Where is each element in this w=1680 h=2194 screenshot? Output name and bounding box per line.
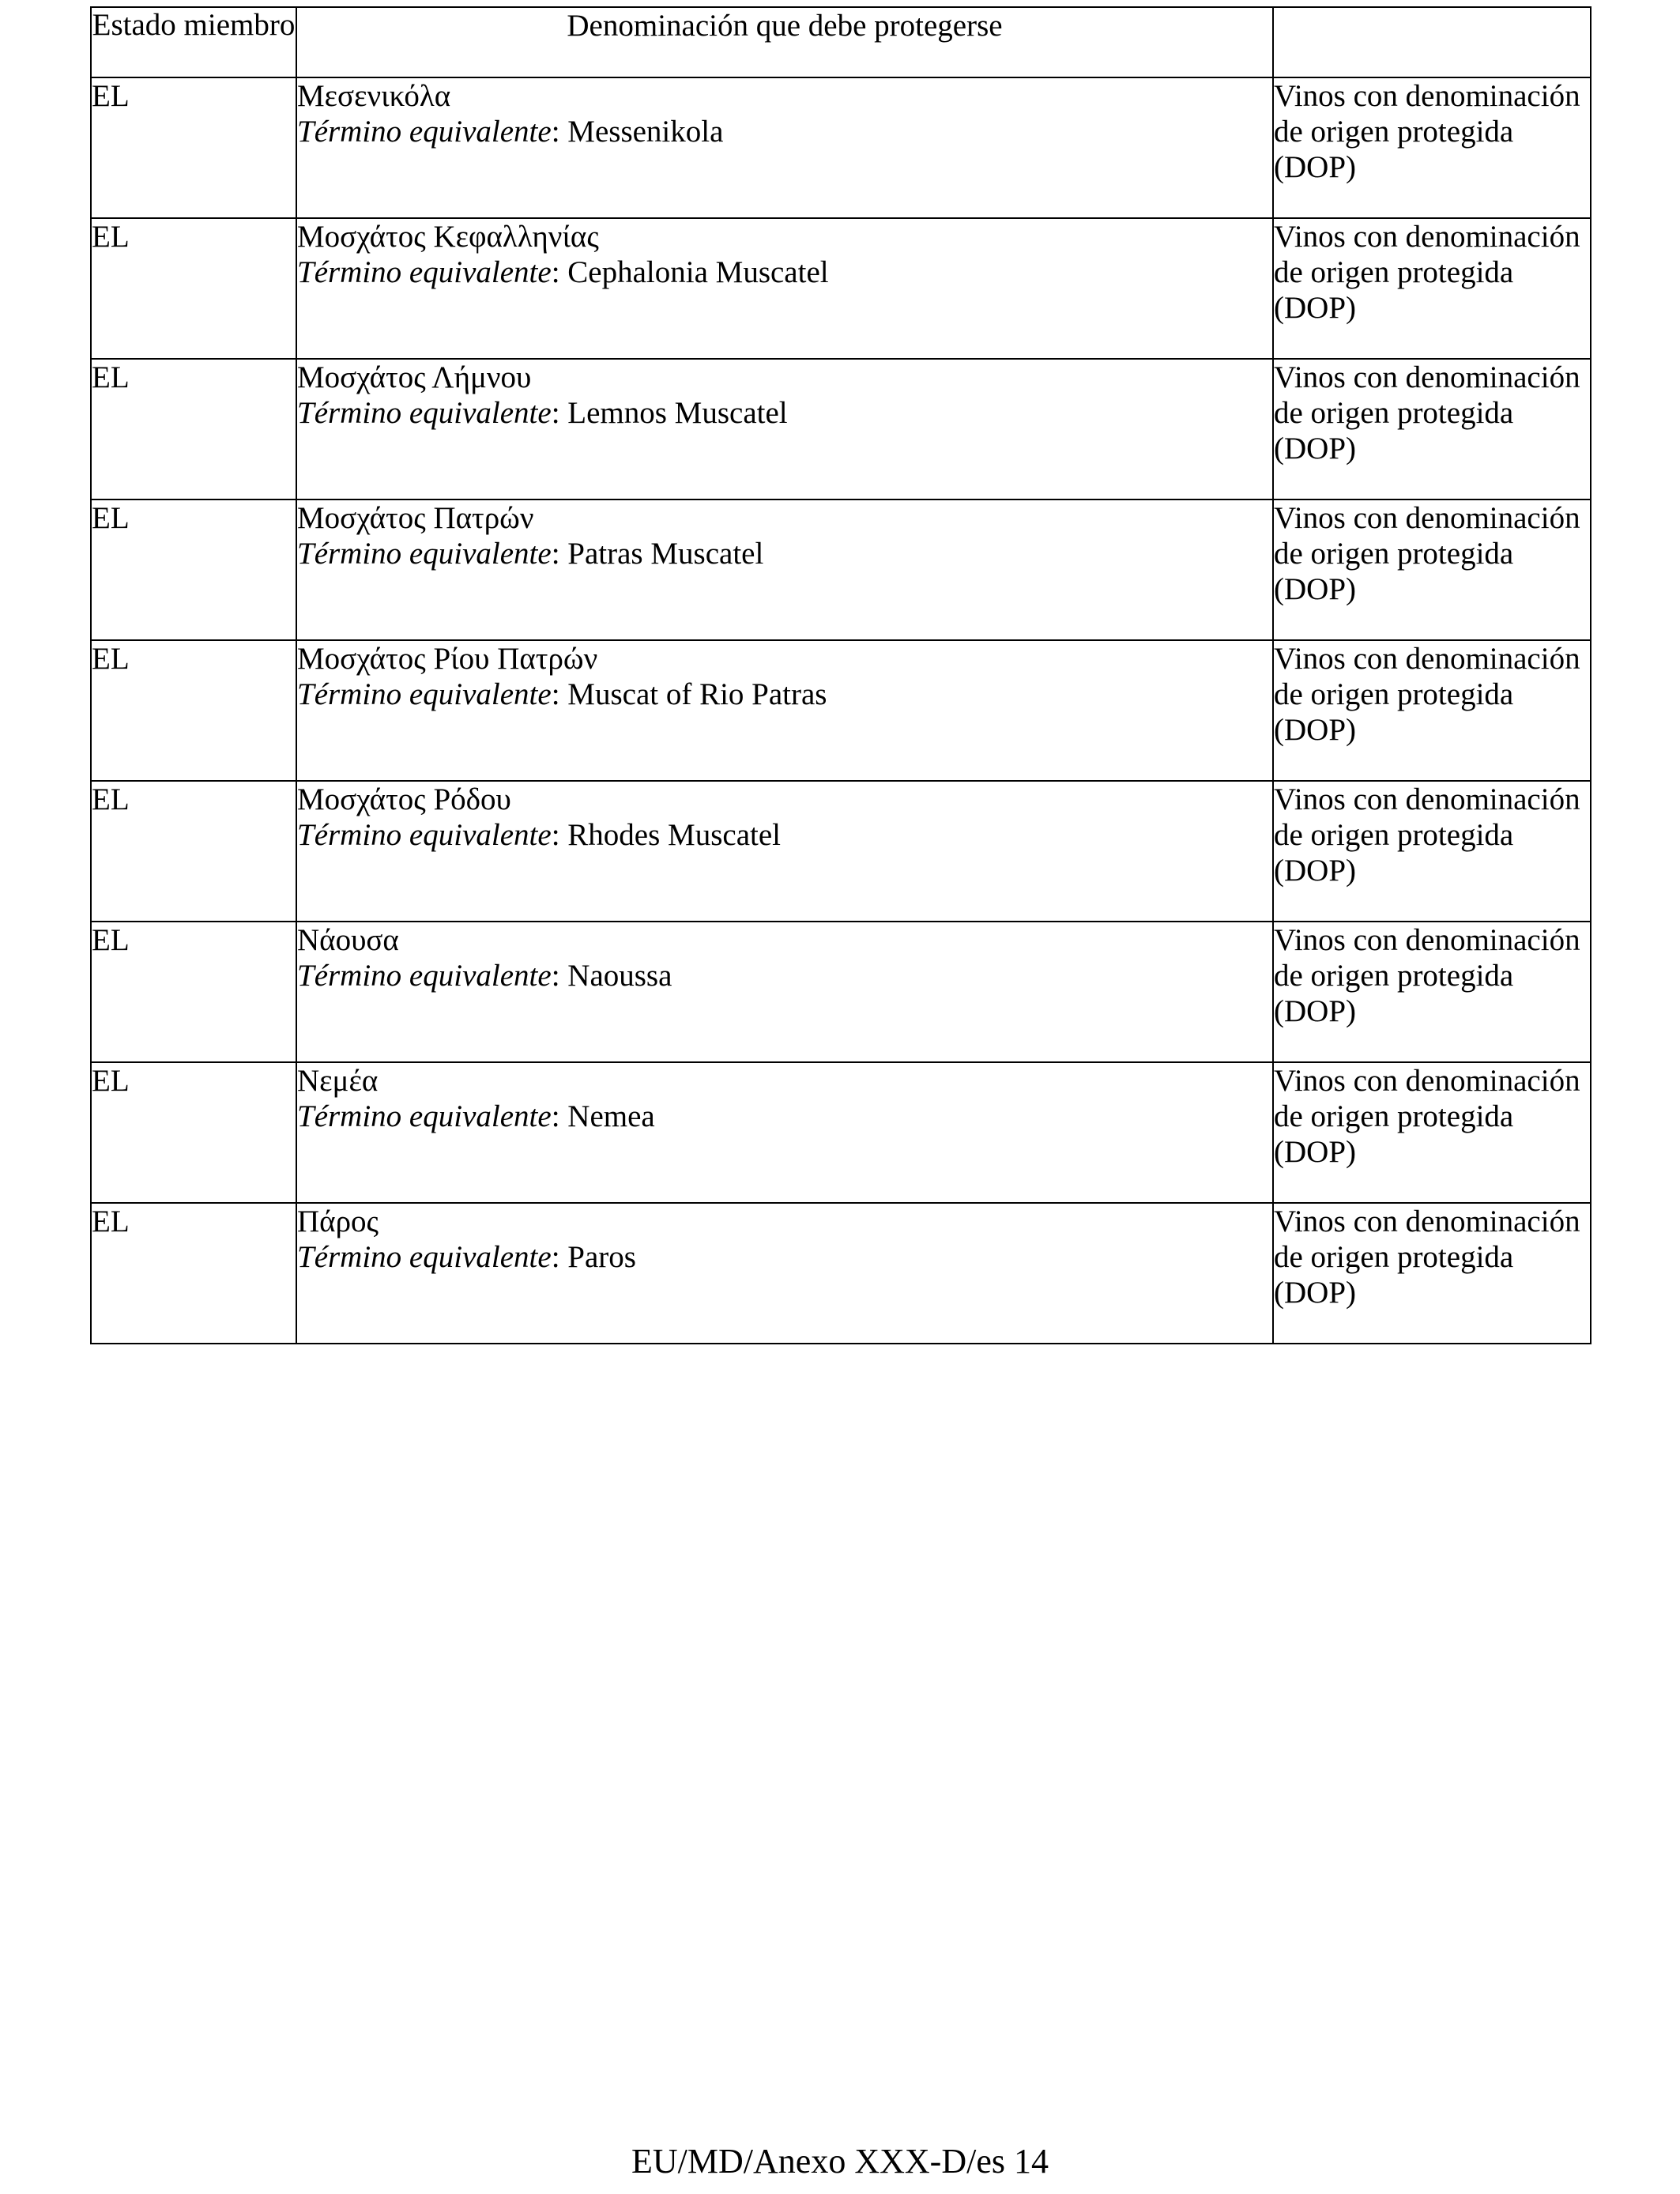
equivalent-term — [297, 1239, 1272, 1275]
greek-name: Μοσχάτος Λήμνου — [297, 360, 532, 394]
equivalent-term-label: Término equivalente — [297, 1240, 552, 1274]
table-row — [91, 359, 1591, 499]
equivalent-term-separator: : — [551, 1240, 568, 1274]
greek-name: Νεμέα — [297, 1064, 379, 1098]
member-state-cell: EL — [91, 499, 296, 640]
equivalent-term-value: Cephalonia Muscatel — [567, 255, 829, 289]
greek-name: Μοσχάτος Πατρών — [297, 501, 534, 535]
equivalent-term-value: Muscat of Rio Patras — [567, 677, 827, 711]
equivalent-term-label: Término equivalente — [297, 255, 552, 289]
table-row — [91, 499, 1591, 640]
equivalent-term-label: Término equivalente — [297, 537, 552, 571]
equivalent-term-value: Nemea — [567, 1099, 655, 1133]
table-row — [91, 640, 1591, 781]
protected-name-cell — [296, 359, 1273, 499]
member-state-cell: EL — [91, 781, 296, 922]
header-category — [1273, 7, 1591, 77]
category-cell: Vinos con denominación de origen protegida (DOP) — [1273, 77, 1591, 218]
category-cell: Vinos con denominación de origen protegida (DOP) — [1273, 1062, 1591, 1203]
table-row — [91, 1203, 1591, 1344]
equivalent-term-value: Naoussa — [567, 959, 672, 993]
greek-name: Μοσχάτος Ρόδου — [297, 782, 511, 816]
equivalent-term-separator: : — [551, 537, 568, 571]
equivalent-term-label: Término equivalente — [297, 818, 552, 852]
member-state-cell: EL — [91, 218, 296, 359]
table-row — [91, 922, 1591, 1062]
equivalent-term-value: Lemnos Muscatel — [567, 396, 788, 430]
protected-name-cell — [296, 77, 1273, 218]
equivalent-term-label: Término equivalente — [297, 115, 552, 149]
equivalent-term-separator: : — [551, 115, 568, 149]
equivalent-term-value: Messenikola — [567, 115, 724, 149]
greek-name: Μοσχάτος Ρίου Πατρών — [297, 642, 598, 676]
member-state-cell: EL — [91, 77, 296, 218]
greek-name: Μοσχάτος Κεφαλληνίας — [297, 220, 599, 254]
member-state-cell: EL — [91, 1062, 296, 1203]
equivalent-term — [297, 254, 1272, 290]
header-protected-name: Denominación que debe protegerse — [296, 7, 1273, 77]
protected-name-cell — [296, 499, 1273, 640]
equivalent-term-label: Término equivalente — [297, 677, 552, 711]
protected-name-cell — [296, 922, 1273, 1062]
protected-name-cell — [296, 1062, 1273, 1203]
category-cell: Vinos con denominación de origen protegida (DOP) — [1273, 218, 1591, 359]
member-state-cell: EL — [91, 640, 296, 781]
table-row — [91, 218, 1591, 359]
header-member-state: Estado miembro — [91, 7, 296, 77]
equivalent-term-label: Término equivalente — [297, 959, 552, 993]
equivalent-term-value: Rhodes Muscatel — [567, 818, 781, 852]
protected-name-cell — [296, 640, 1273, 781]
member-state-cell: EL — [91, 922, 296, 1062]
protected-name-cell — [296, 218, 1273, 359]
category-cell: Vinos con denominación de origen protegida (DOP) — [1273, 359, 1591, 499]
greek-name: Μεσενικόλα — [297, 79, 451, 113]
category-cell: Vinos con denominación de origen protegida (DOP) — [1273, 781, 1591, 922]
category-cell: Vinos con denominación de origen protegida (DOP) — [1273, 922, 1591, 1062]
member-state-cell: EL — [91, 1203, 296, 1344]
equivalent-term-label: Término equivalente — [297, 396, 552, 430]
equivalent-term-value: Patras Muscatel — [567, 537, 764, 571]
equivalent-term-separator: : — [551, 255, 568, 289]
protected-name-cell — [296, 1203, 1273, 1344]
table-row — [91, 77, 1591, 218]
equivalent-term-label: Término equivalente — [297, 1099, 552, 1133]
equivalent-term-separator: : — [551, 818, 568, 852]
equivalent-term — [297, 677, 1272, 712]
equivalent-term-separator: : — [551, 396, 568, 430]
protected-names-table — [90, 6, 1591, 1344]
equivalent-term-value: Paros — [567, 1240, 636, 1274]
category-cell: Vinos con denominación de origen protegida (DOP) — [1273, 1203, 1591, 1344]
equivalent-term — [297, 1099, 1272, 1134]
table-row — [91, 781, 1591, 922]
equivalent-term — [297, 958, 1272, 993]
equivalent-term — [297, 114, 1272, 149]
equivalent-term — [297, 536, 1272, 571]
equivalent-term — [297, 395, 1272, 431]
member-state-cell: EL — [91, 359, 296, 499]
category-cell: Vinos con denominación de origen protegida (DOP) — [1273, 640, 1591, 781]
greek-name: Νάουσα — [297, 923, 399, 957]
protected-name-cell — [296, 781, 1273, 922]
equivalent-term-separator: : — [551, 959, 568, 993]
equivalent-term-separator: : — [551, 1099, 568, 1133]
table-row — [91, 1062, 1591, 1203]
table-body — [91, 77, 1591, 1344]
table-header-row — [91, 7, 1591, 77]
equivalent-term — [297, 817, 1272, 853]
page-footer-reference: EU/MD/Anexo XXX-D/es 14 — [631, 2142, 1049, 2181]
category-cell: Vinos con denominación de origen protegida (DOP) — [1273, 499, 1591, 640]
greek-name: Πάρος — [297, 1204, 379, 1238]
equivalent-term-separator: : — [551, 677, 568, 711]
